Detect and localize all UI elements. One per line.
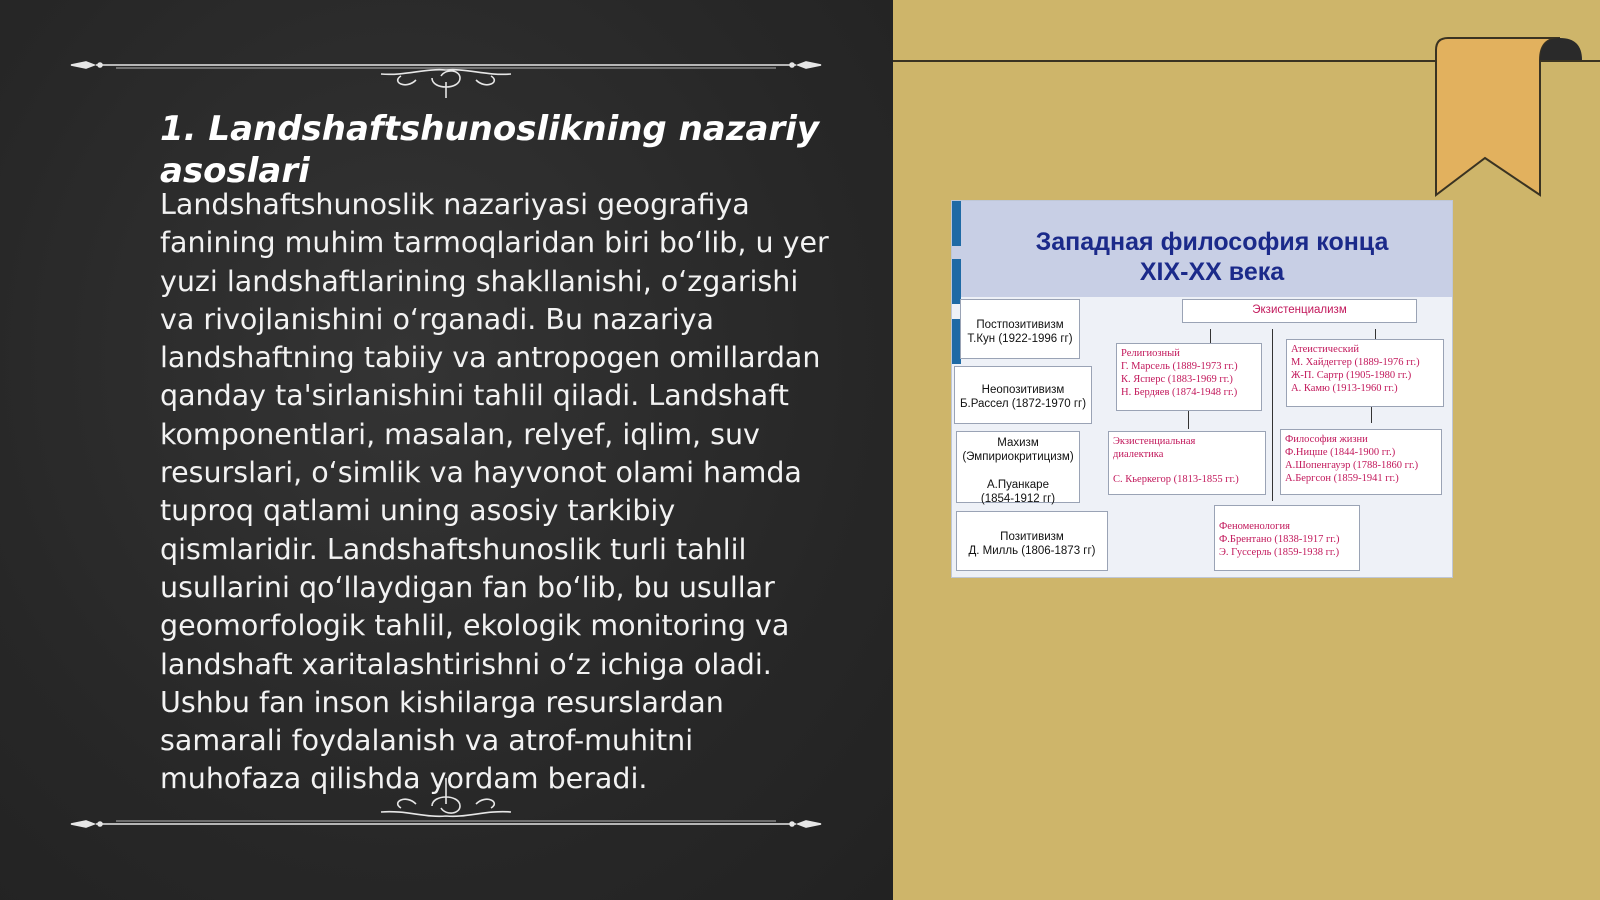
diagram-side-band <box>952 201 961 246</box>
box-line <box>1113 461 1261 473</box>
diagram-box-postpositivism <box>960 299 1080 359</box>
box-line: А. Камю (1913-1960 гг.) <box>1291 383 1398 394</box>
diagram-connector <box>1210 329 1211 343</box>
philosophy-diagram-image <box>951 200 1453 578</box>
box-line: Позитивизм <box>1000 531 1064 543</box>
diagram-box-existentialism <box>1182 299 1417 323</box>
box-line: Философия жизни <box>1285 434 1368 445</box>
box-line: Неопозитивизм <box>981 384 1065 396</box>
box-line: А.Пуанкаре <box>987 479 1049 491</box>
diagram-connector <box>1272 329 1273 501</box>
diagram-side-band <box>952 259 961 304</box>
diagram-box-existential-dialectics <box>1108 431 1266 495</box>
box-line: Ф.Брентано (1838-1917 гг.) <box>1219 534 1340 545</box>
box-line: Г. Марсель (1889-1973 гг.) <box>1121 361 1238 372</box>
diagram-connector <box>1371 405 1372 423</box>
box-line: Махизм <box>997 437 1039 449</box>
bookmark-ribbon-icon <box>1430 30 1590 205</box>
box-line: А.Бергсон (1859-1941 гг.) <box>1285 473 1399 484</box>
box-line: Экзистенциальная <box>1113 436 1196 447</box>
box-line <box>957 464 1079 478</box>
diagram-title-line1: Западная философия конца <box>1035 228 1389 256</box>
box-line: С. Кьеркегор (1813-1855 гг.) <box>1113 474 1239 485</box>
diagram-connector <box>1188 411 1189 429</box>
diagram-box-philosophy-of-life <box>1280 429 1442 495</box>
box-line: Ф.Ницше (1844-1900 гг.) <box>1285 447 1396 458</box>
top-ornament-divider <box>66 38 826 98</box>
box-line: (1854-1912 гг) <box>980 493 1056 505</box>
box-line: М. Хайдеггер (1889-1976 гг.) <box>1291 357 1420 368</box>
box-line: Феноменология <box>1219 521 1290 532</box>
diagram-box-neopositivism <box>954 366 1092 424</box>
box-line: диалектика <box>1113 449 1164 460</box>
box-line: Б.Рассел (1872-1970 гг) <box>959 398 1087 410</box>
slide-title: 1. Landshaftshunoslikning nazariy asoslari <box>160 109 820 191</box>
diagram-title-line2: XIX-XX века <box>1139 258 1285 286</box>
box-line: Т.Кун (1922-1996 гг) <box>967 333 1073 345</box>
slide-body-text: Landshaftshunoslik nazariyasi geografiya fanining muhim tarmoqlaridan biri bo‘lib, u yer yuzi landshaftlarining shakllanishi, o‘zgarishi va rivojlanishini o‘rganadi. Bu nazariya landshaftning tabiiy va antropogen omillardan qanday ta'sirlanishini tahlil qiladi. Landshaft komponentlari, masalan, relyef, iqlim, suv resurslari, o‘simlik va hayvonot olami hamda tuproq qatlami uning asosiy tarkibiy qismlaridir. Landshaftshunoslik turli tahlil usullarini qo‘llaydigan fan bo‘lib, bu usullar geomorfologik tahlil, ekologik monitoring va landshaft xaritalashtirishni o‘z ichiga oladi. Ushbu fan inson kishilarga resurslardan samarali foydalanish va atrof-muhitni muhofaza qilishda yordam beradi. <box>160 188 829 796</box>
diagram-box-phenomenology <box>1214 505 1360 571</box>
box-line: Э. Гуссерль (1859-1938 гг.) <box>1219 547 1340 558</box>
box-line: Н. Бердяев (1874-1948 гг.) <box>1121 387 1238 398</box>
box-line: Религиозный <box>1121 348 1180 359</box>
diagram-box-religious <box>1116 343 1262 411</box>
diagram-box-machism <box>956 431 1080 503</box>
box-line: А.Шопенгауэр (1788-1860 гг.) <box>1285 460 1419 471</box>
box-line: Постпозитивизм <box>976 319 1064 331</box>
diagram-box-positivism <box>956 511 1108 571</box>
diagram-box-atheistic <box>1286 339 1444 407</box>
diagram-title <box>982 227 1442 287</box>
box-line: Ж-П. Сартр (1905-1980 гг.) <box>1291 370 1412 381</box>
box-line: (Эмпириокритицизм) <box>962 451 1074 463</box>
box-line: К. Ясперс (1883-1969 гг.) <box>1121 374 1233 385</box>
box-line: Атеистический <box>1291 344 1359 355</box>
box-line: Д. Милль (1806-1873 гг) <box>968 545 1096 557</box>
box-line: Экзистенциализм <box>1252 304 1347 316</box>
